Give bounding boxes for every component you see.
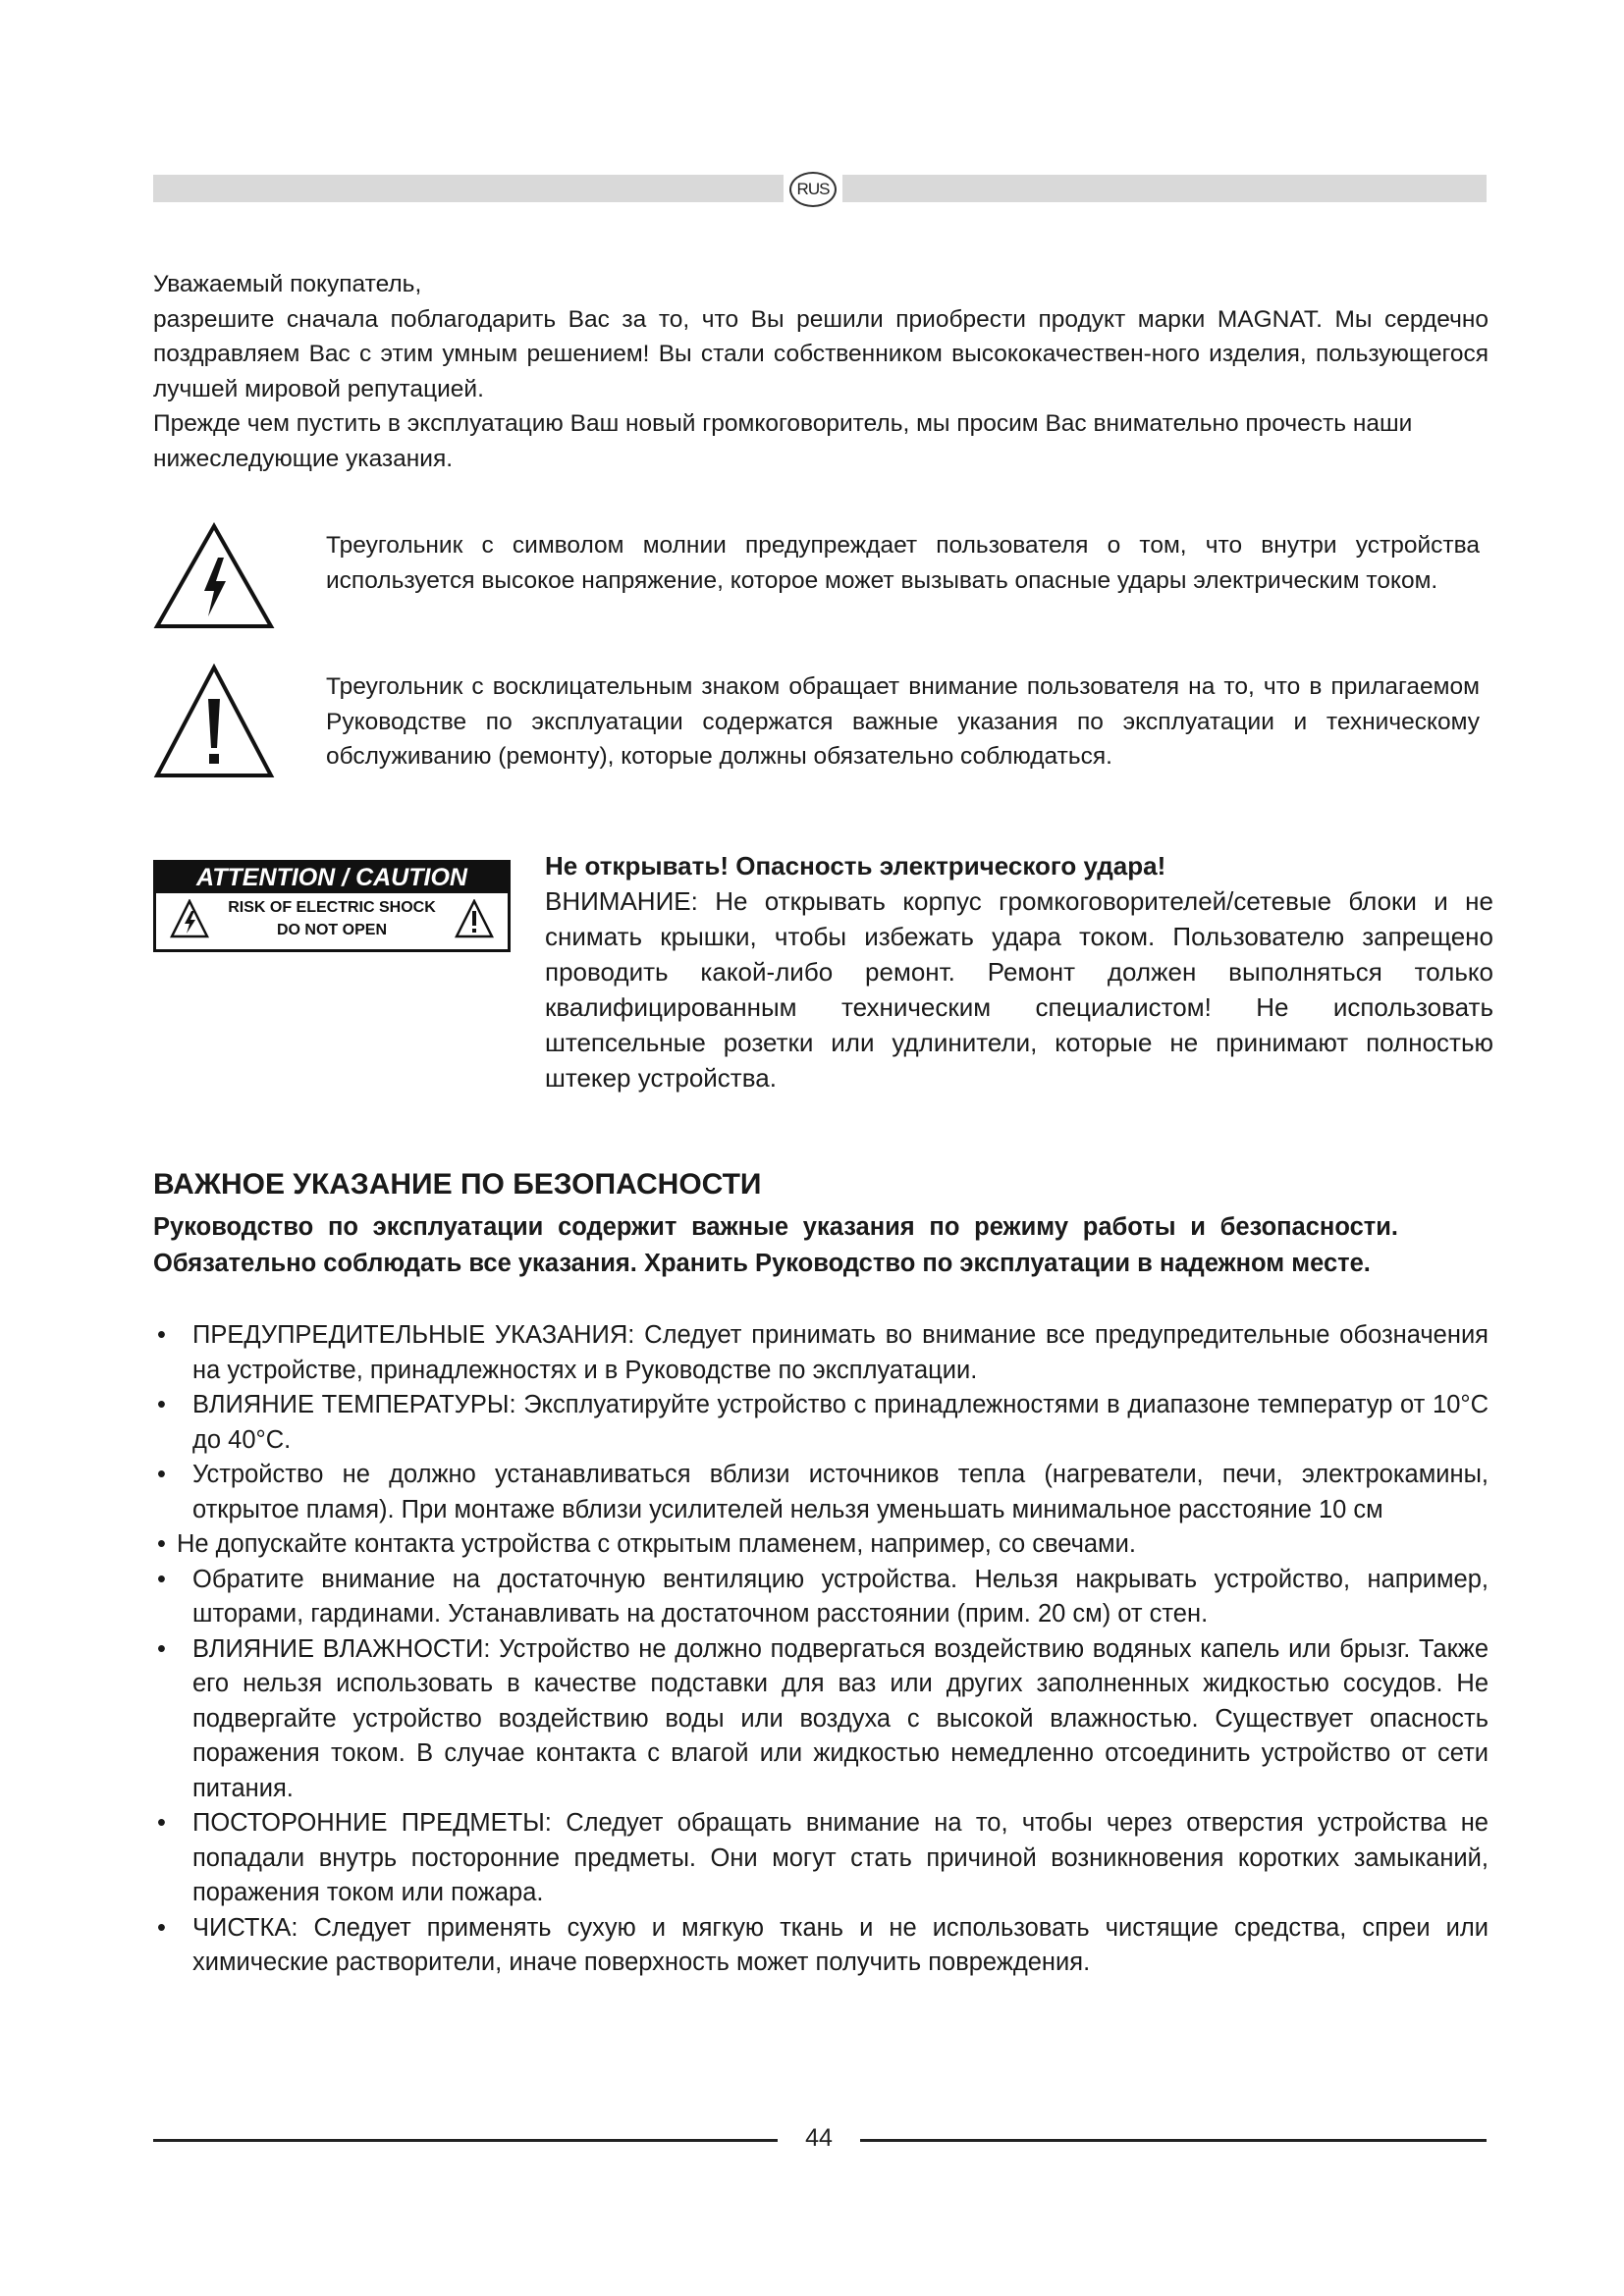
safety-list xyxy=(153,1318,1489,1981)
list-item: • Не допускайте контакта устройства с открытым пламенем, например, со свечами. xyxy=(157,1530,1136,1558)
intro-paragraph-2: Прежде чем пустить в эксплуатацию Ваш новый громкоговоритель, мы просим Вас внимательно прочесть наши нижеследующие указания. xyxy=(153,410,1413,472)
caution-label-line-2: DO NOT OPEN xyxy=(276,922,387,938)
footer-divider-left xyxy=(153,2139,778,2142)
list-item: • ВЛИЯНИЕ ТЕМПЕРАТУРЫ: Эксплуатируйте устройство с принадлежностями в диапазоне температур от 10°С до 40°С. xyxy=(157,1391,1489,1454)
caution-label-line-1: RISK OF ELECTRIC SHOCK xyxy=(228,899,436,916)
language-badge xyxy=(784,169,842,210)
caution-title: Не открывать! Опасность электрического удара! xyxy=(545,851,1166,881)
safety-heading: ВАЖНОЕ УКАЗАНИЕ ПО БЕЗОПАСНОСТИ xyxy=(153,1168,762,1201)
caution-body: ВНИМАНИЕ: Не открывать корпус громкоговорителей/сетевые блоки и не снимать крышки, чтобы избежать удара током. Пользователю запрещено проводить какой-либо ремонт. Ремонт должен выполняться только квалифицированным техническим специалистом! Не использовать штепсельные розетки или удлинители, которые не принимают полностью штекер устройства. xyxy=(545,886,1493,1093)
list-item: • Устройство не должно устанавливаться вблизи источников тепла (нагреватели, печи, электрокамины, открытое пламя). При монтаже вблизи усилителей нельзя уменьшать минимальное расстояние 10 см xyxy=(157,1461,1489,1523)
footer-divider-right xyxy=(860,2139,1487,2142)
list-item: • Обратите внимание на достаточную вентиляцию устройства. Нельзя накрывать устройство, например, шторами, гардинами. Устанавливать на достаточном расстоянии (прим. 20 см) от стен. xyxy=(157,1565,1489,1628)
caution-label-title: ATTENTION / CAUTION xyxy=(156,863,508,893)
list-item: • ПРЕДУПРЕДИТЕЛЬНЫЕ УКАЗАНИЯ: Следует принимать во внимание все предупредительные обозначения на устройстве, принадлежностях и в Руководстве по эксплуатации. xyxy=(157,1321,1489,1384)
list-item: • ПОСТОРОННИЕ ПРЕДМЕТЫ: Следует обращать внимание на то, чтобы через отверстия устройства не попадали внутрь посторонние предметы. Они могут стать причиной возникновения коротких замыканий, поражения током или пожара. xyxy=(157,1809,1489,1906)
lightning-triangle-icon xyxy=(153,522,275,630)
exclamation-triangle-icon xyxy=(455,899,494,938)
caution-label xyxy=(153,860,511,952)
greeting: Уважаемый покупатель, xyxy=(153,271,422,297)
list-item: • ВЛИЯНИЕ ВЛАЖНОСТИ: Устройство не должно подвергаться воздействию водяных капель или брызг. Также его нельзя использовать в качестве подставки для ваз или других заполненных жидкостью сосудов. Не подвергайте устройство воздействию воды или воздуха с высокой влажностью. Существует опасность поражения током. В случае контакта с влагой или жидкостью немедленно отсоединить устройство от сети питания. xyxy=(157,1634,1489,1802)
intro-section xyxy=(153,267,1528,476)
language-badge-label: RUS xyxy=(789,172,837,207)
page-number: 44 xyxy=(805,2124,833,2152)
exclamation-triangle-icon xyxy=(153,664,275,779)
exclamation-warning-text: Треугольник с восклицательным знаком обращает внимание пользователя на то, что в прилагаемом Руководстве по эксплуатации содержатся важные указания по эксплуатации и техническому обслуживанию (ремонту), которые должны обязательно соблюдаться. xyxy=(326,673,1480,770)
caution-text-block xyxy=(545,848,1493,1095)
intro-paragraph-1: разрешите сначала поблагодарить Вас за то, что Вы решили приобрести продукт марки MAGNAT. Мы сердечно поздравляем Вас с этим умным решением! Вы стали собственником высококачествен-ного изделия, пользующегося лучшей мировой репутацией. xyxy=(153,305,1489,402)
lightning-warning-text: Треугольник с символом молнии предупреждает пользователя о том, что внутри устройства используется высокое напряжение, которое может вызывать опасные удары электрическим током. xyxy=(326,532,1480,594)
safety-intro: Руководство по эксплуатации содержит важные указания по режиму работы и безопасности. Обязательно соблюдать все указания. Хранить Руководство по эксплуатации в надежном месте. xyxy=(153,1213,1398,1277)
list-item: • ЧИСТКА: Следует применять сухую и мягкую ткань и не использовать чистящие средства, спреи или химические растворители, иначе поверхность может получить повреждения. xyxy=(157,1913,1489,1976)
